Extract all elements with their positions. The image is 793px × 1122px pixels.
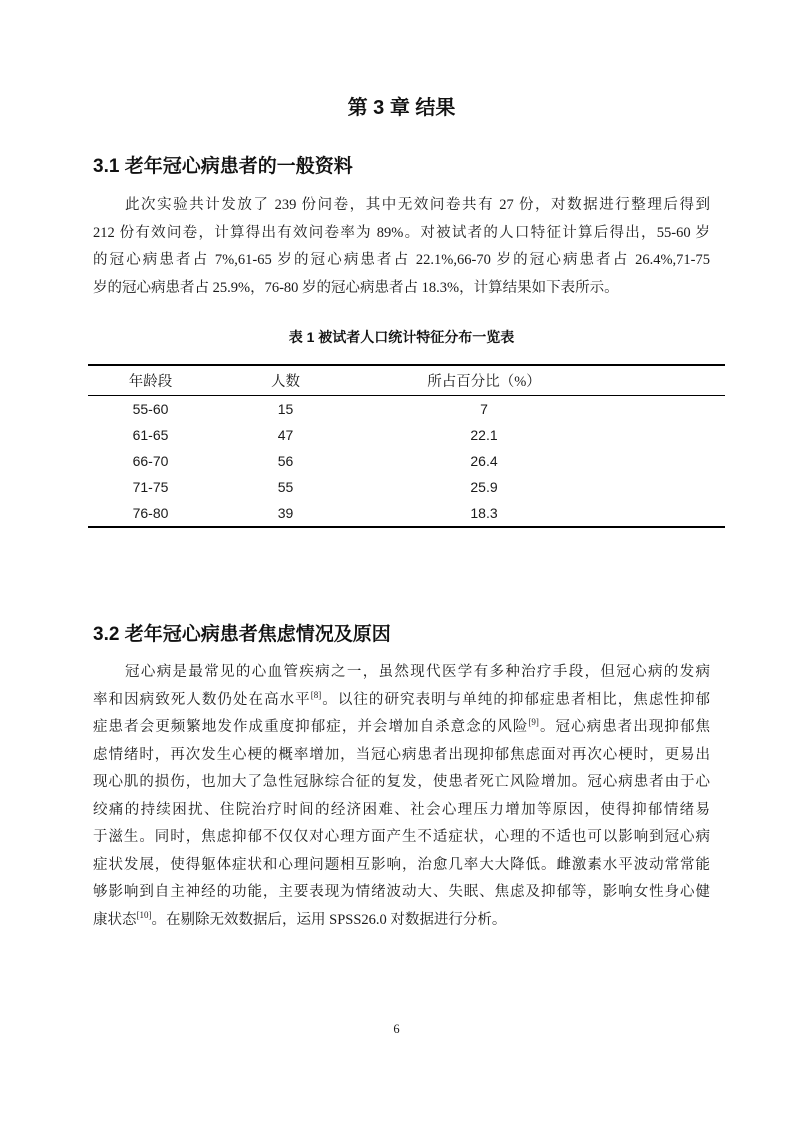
line-text: 。冠心病患者出现抑郁焦 xyxy=(538,719,711,735)
paragraph-line xyxy=(93,907,710,935)
paragraph-line xyxy=(93,769,710,797)
table-body xyxy=(88,396,725,528)
cell-count: 56 xyxy=(277,453,294,469)
text-column xyxy=(93,0,710,934)
line-text: 。以往的研究表明与单纯的抑郁症患者相比，焦虑性抑郁 xyxy=(321,691,710,708)
table-header xyxy=(88,365,725,396)
table-row xyxy=(88,500,725,527)
line-text: 虑情绪时，再次发生心梗的概率增加，当冠心病患者出现抑郁焦虑面对再次心梗时，更易出 xyxy=(93,746,710,763)
line-text: 够影响到自主神经的功能，主要表现为情绪波动大、失眠、焦虑及抑郁等，影响女性身心健 xyxy=(93,884,710,900)
paragraph-line xyxy=(93,797,710,825)
section-3-1-paragraph xyxy=(93,192,710,302)
citation-ref: [10] xyxy=(136,909,152,920)
citation-ref: [8] xyxy=(310,689,322,700)
section-3-2-heading: 3.2 老年冠心病患者焦虑情况及原因 xyxy=(93,624,391,645)
cell-percentage: 26.4 xyxy=(470,453,498,469)
paragraph-line xyxy=(93,852,710,880)
cell-age-range: 61-65 xyxy=(132,427,169,443)
cell-age-range: 66-70 xyxy=(132,453,169,469)
paragraph-line: 212 份有效问卷，计算得出有效问卷率为 89%。对被试者的人口特征计算后得出，55-60 岁 xyxy=(93,224,710,241)
cell-count: 39 xyxy=(277,505,294,521)
cell-percentage: 22.1 xyxy=(470,427,498,443)
column-header-age-range: 年龄段 xyxy=(128,374,173,390)
line-text: 冠心病是最常见的心血管疾病之一，虽然现代医学有多种治疗手段，但冠心病的发病 xyxy=(125,664,710,680)
line-text: 康状态 xyxy=(93,911,137,928)
table-row xyxy=(88,474,725,500)
chapter-title: 第 3 章 结果 xyxy=(347,97,456,119)
line-text: 。在剔除无效数据后，运用 SPSS26.0 对数据进行分析。 xyxy=(151,911,507,928)
paragraph-line xyxy=(93,879,710,907)
cell-count: 47 xyxy=(277,427,294,443)
table-row xyxy=(88,396,725,423)
line-text: 绞痛的持续困扰、住院治疗时间的经济困难、社会心理压力增加等原因，使得抑郁情绪易 xyxy=(93,801,710,818)
cell-count: 55 xyxy=(277,479,294,495)
paragraph-line: 此次实验共计发放了 239 份问卷，其中无效问卷共有 27 份，对数据进行整理后得到 xyxy=(125,197,710,213)
table-row xyxy=(88,448,725,474)
column-header-percentage: 所占百分比（%） xyxy=(427,374,541,390)
page-number: 6 xyxy=(393,1022,400,1036)
cell-percentage: 25.9 xyxy=(470,479,498,495)
citation-ref: [9] xyxy=(528,717,539,727)
cell-count: 15 xyxy=(277,401,294,417)
table-1-demographics xyxy=(88,364,725,528)
table-row xyxy=(88,422,725,448)
cell-age-range: 76-80 xyxy=(132,505,169,521)
paragraph-line: 的冠心病患者占 7%,61-65 岁的冠心病患者占 22.1%,66-70 岁的冠心病患者占 26.4%,71-75 xyxy=(93,252,710,268)
line-text: 症状发展，使得躯体症状和心理问题相互影响，治愈几率大大降低。雌激素水平波动常常能 xyxy=(93,856,710,873)
column-header-count: 人数 xyxy=(271,374,300,390)
paragraph-line xyxy=(93,824,710,852)
paragraph-line xyxy=(93,687,710,715)
table-1-caption: 表 1 被试者人口统计特征分布一览表 xyxy=(288,329,515,345)
paragraph-line: 岁的冠心病患者占 25.9%，76-80 岁的冠心病患者占 18.3%，计算结果如下表所示。 xyxy=(93,279,619,296)
paragraph-line xyxy=(93,659,710,687)
line-text: 率和因病致死人数仍处在高水平 xyxy=(93,691,311,708)
section-3-2-paragraph xyxy=(93,659,710,934)
table-header-row xyxy=(88,365,725,396)
paragraph-line xyxy=(93,714,710,742)
line-text: 症患者会更频繁地发作成重度抑郁症，并会增加自杀意念的风险 xyxy=(93,719,529,735)
cell-age-range: 71-75 xyxy=(132,479,169,495)
cell-percentage: 18.3 xyxy=(470,505,498,521)
line-text: 于滋生。同时，焦虑抑郁不仅仅对心理方面产生不适症状，心理的不适也可以影响到冠心病 xyxy=(93,829,710,845)
line-text: 现心肌的损伤，也加大了急性冠脉综合征的复发，使患者死亡风险增加。冠心病患者由于心 xyxy=(93,774,710,790)
cell-percentage: 7 xyxy=(480,401,488,417)
cell-age-range: 55-60 xyxy=(132,401,169,417)
section-3-1-heading: 3.1 老年冠心病患者的一般资料 xyxy=(93,156,353,177)
paragraph-line xyxy=(93,742,710,770)
